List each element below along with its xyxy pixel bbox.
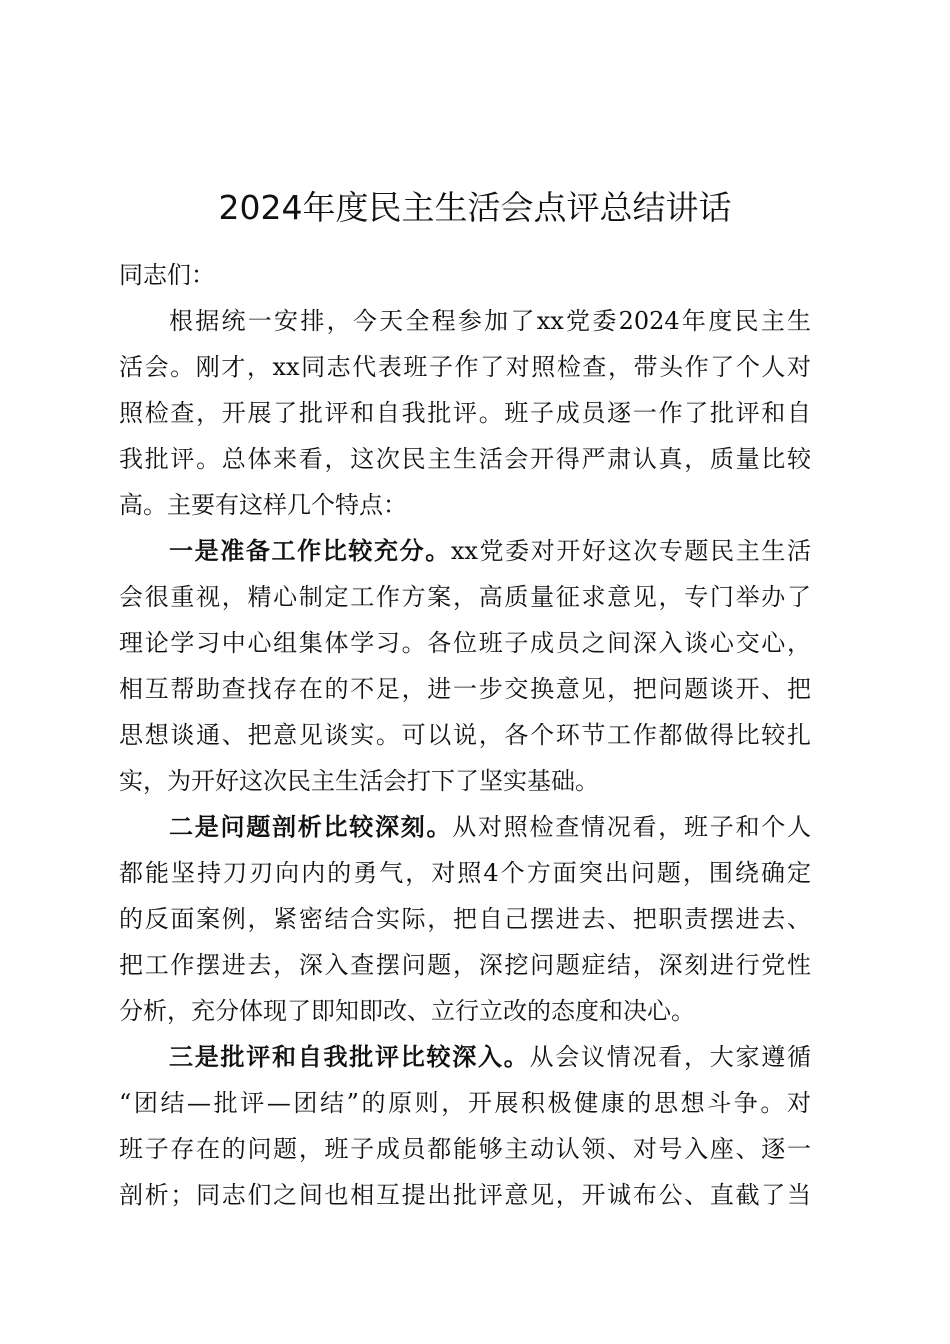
paragraph-4-line-3: 班子存在的问题，班子成员都能够主动认领、对号入座、逐一 [119,1135,811,1163]
paragraph-1-line-2: 活会。刚才，xx同志代表班子作了对照检查，带头作了个人对 [119,353,811,381]
paragraph-2-line-1 [119,528,811,574]
paragraph-1-line-3: 照检查，开展了批评和自我批评。班子成员逐一作了批评和自 [119,399,811,427]
paragraph-2-line-2: 会很重视，精心制定工作方案，高质量征求意见，专门举办了 [119,583,811,611]
paragraph-1-line-1: 根据统一安排，今天全程参加了xx党委2024年度民主生 [169,307,811,335]
paragraph-4-line-2: “团结—批评—团结”的原则，开展积极健康的思想斗争。对 [119,1089,811,1117]
document-title: 2024年度民主生活会点评总结讲话 [218,188,732,227]
paragraph-3-line-1 [119,804,811,850]
paragraph-4-lead: 三是批评和自我批评比较深入。 [169,1042,530,1071]
salutation: 同志们： [119,261,215,289]
paragraph-3-lead: 二是问题剖析比较深刻。 [169,812,453,841]
paragraph-2-line-5: 思想谈通、把意见谈实。可以说，各个环节工作都做得比较扎 [119,721,811,749]
paragraph-3-line-1-text: 从对照检查情况看，班子和个人 [452,813,811,841]
paragraph-3-line-2: 都能坚持刀刃向内的勇气，对照4个方面突出问题，围绕确定 [119,859,811,887]
paragraph-1-line-5: 高。主要有这样几个特点： [119,491,407,519]
paragraph-2-line-1-text: xx党委对开好这次专题民主生活 [450,537,811,565]
paragraph-2-line-3: 理论学习中心组集体学习。各位班子成员之间深入谈心交心， [119,629,811,657]
paragraph-2-lead: 一是准备工作比较充分。 [169,536,451,565]
paragraph-3-line-5: 分析，充分体现了即知即改、立行立改的态度和决心。 [119,997,695,1025]
paragraph-3-line-3: 的反面案例，紧密结合实际，把自己摆进去、把职责摆进去、 [119,905,811,933]
paragraph-4-line-1-text: 从会议情况看，大家遵循 [529,1043,811,1071]
paragraph-2-line-4: 相互帮助查找存在的不足，进一步交换意见，把问题谈开、把 [119,675,811,703]
paragraph-4-line-1 [119,1034,811,1080]
paragraph-2-line-6: 实，为开好这次民主生活会打下了坚实基础。 [119,767,599,795]
paragraph-3-line-4: 把工作摆进去，深入查摆问题，深挖问题症结，深刻进行党性 [119,951,811,979]
document-body [119,252,811,1218]
paragraph-1-line-4: 我批评。总体来看，这次民主生活会开得严肃认真，质量比较 [119,445,811,473]
paragraph-4-line-4: 剖析；同志们之间也相互提出批评意见，开诚布公、直截了当 [119,1181,811,1209]
